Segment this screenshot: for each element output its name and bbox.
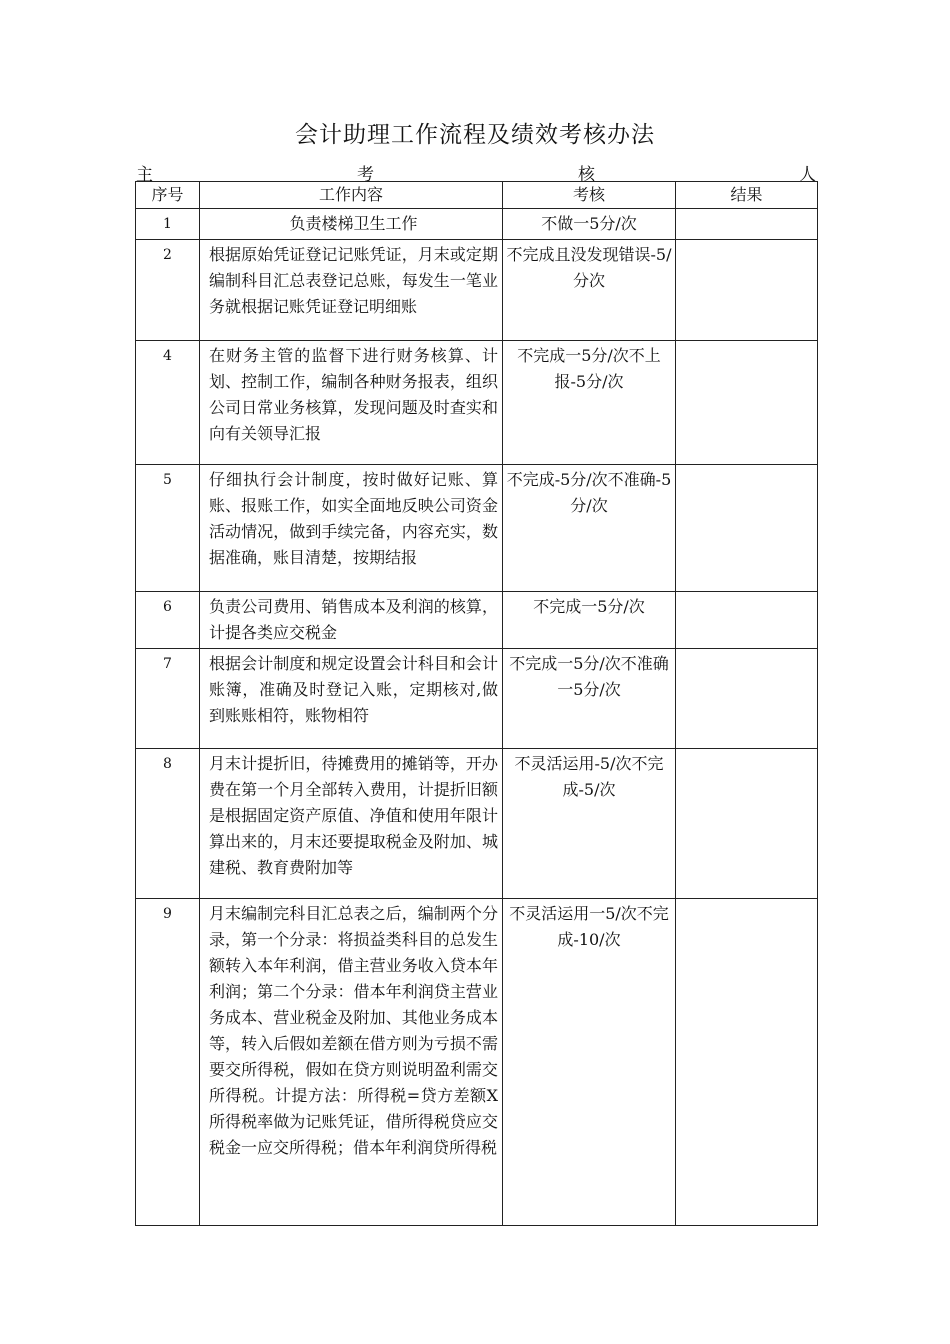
document-title: 会计助理工作流程及绩效考核办法 [295, 122, 655, 148]
assessor-char: 考 [357, 165, 374, 185]
row-exam: 不完成-5分/次不准确-5分/次 [503, 465, 676, 592]
assessment-table [135, 181, 818, 1226]
row-exam: 不完成一5分/次不准确一5分/次 [503, 649, 676, 749]
row-result [676, 899, 818, 1226]
row-no: 5 [136, 465, 200, 592]
table-row [136, 209, 818, 240]
table-row [136, 465, 818, 592]
row-result [676, 240, 818, 341]
row-content: 月末计提折旧，待摊费用的摊销等，开办费在第一个月全部转入费用，计提折旧额是根据固定资产原值、净值和使用年限计算出来的，月末还要提取税金及附加、城建税、教育费附加等 [200, 749, 503, 899]
assessor-char: 主 [136, 165, 153, 185]
header-result: 结果 [676, 182, 818, 209]
row-no: 6 [136, 592, 200, 649]
row-content: 负责公司费用、销售成本及利润的核算，计提各类应交税金 [200, 592, 503, 649]
row-content: 月末编制完科目汇总表之后，编制两个分录，第一个分录：将损益类科目的总发生额转入本年利润，借主营业务收入贷本年利润；第二个分录：借本年利润贷主营业务成本、营业税金及附加、其他业务成本等，转入后假如差额在借方则为亏损不需要交所得税，假如在贷方则说明盈利需交所得税。计提方法：所得税=贷方差额X所得税率做为记账凭证，借所得税贷应交税金一应交所得税；借本年利润贷所得税 [200, 899, 503, 1226]
table-row [136, 749, 818, 899]
table-row [136, 649, 818, 749]
row-exam: 不完成且没发现错误-5/分次 [503, 240, 676, 341]
row-result [676, 341, 818, 465]
row-content: 在财务主管的监督下进行财务核算、计划、控制工作，编制各种财务报表，组织公司日常业务核算，发现问题及时查实和向有关领导汇报 [200, 341, 503, 465]
row-no: 1 [136, 209, 200, 240]
row-exam: 不做一5分/次 [503, 209, 676, 240]
row-no: 2 [136, 240, 200, 341]
header-exam: 考核 [503, 182, 676, 209]
row-no: 9 [136, 899, 200, 1226]
row-content: 根据会计制度和规定设置会计科目和会计账簿，准确及时登记入账，定期核对,做到账账相符，账物相符 [200, 649, 503, 749]
row-no: 4 [136, 341, 200, 465]
row-content: 根据原始凭证登记记账凭证，月末或定期编制科目汇总表登记总账，每发生一笔业务就根据记账凭证登记明细账 [200, 240, 503, 341]
assessor-char: 人 [799, 165, 816, 185]
table-row [136, 240, 818, 341]
row-exam: 不完成一5分/次 [503, 592, 676, 649]
row-result [676, 649, 818, 749]
header-no: 序号 [136, 182, 200, 209]
row-result [676, 465, 818, 592]
row-result [676, 592, 818, 649]
table-row [136, 899, 818, 1226]
table-row [136, 341, 818, 465]
assessor-char: 核 [578, 165, 595, 185]
row-exam: 不完成一5分/次不上报-5分/次 [503, 341, 676, 465]
row-result [676, 209, 818, 240]
table-row [136, 592, 818, 649]
header-content: 工作内容 [200, 182, 503, 209]
row-result [676, 749, 818, 899]
row-content: 负责楼梯卫生工作 [200, 209, 503, 240]
row-no: 7 [136, 649, 200, 749]
row-no: 8 [136, 749, 200, 899]
row-exam: 不灵活运用一5/次不完成-10/次 [503, 899, 676, 1226]
row-content: 仔细执行会计制度，按时做好记账、算账、报账工作，如实全面地反映公司资金活动情况，做到手续完备，内容充实，数据准确，账目清楚，按期结报 [200, 465, 503, 592]
table-header-row [136, 182, 818, 209]
row-exam: 不灵活运用-5/次不完成-5/次 [503, 749, 676, 899]
